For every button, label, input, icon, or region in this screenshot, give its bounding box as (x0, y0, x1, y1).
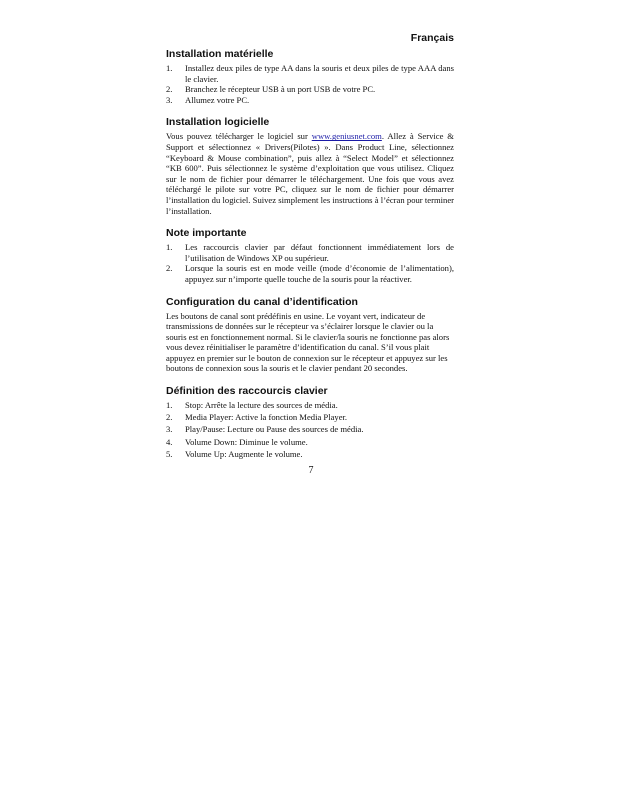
section-software-installation (166, 116, 454, 216)
list-item: 1. Stop: Arrête la lecture des sources de média. (166, 400, 338, 411)
list-item: 2. Branchez le récepteur USB à un port USB de votre PC. (166, 84, 376, 95)
list-item: 3. Allumez votre PC. (166, 94, 250, 105)
section-title-shortcuts: Définition des raccourcis clavier (166, 385, 328, 398)
section-important-note (166, 227, 454, 284)
list-item: 5. Volume Up: Augmente le volume. (166, 448, 303, 459)
channel-paragraph: Les boutons de canal sont prédéfinis en usine. Le voyant vert, indicateur de transmissions de données sur le récepteur va s’éclairer lorsque le clavier ou la souris est en fonctionnement normal. Si le clavier/la souris ne fonctionne pas alors vous devez réinitialiser le paramètre d’identification du canal. S’il vous plait appuyez en premier sur le bouton de connexion sur le récepteur et appuyez sur les boutons de connexion sous la souris et le clavier pendant 20 secondes. (166, 310, 450, 374)
section-title-software: Installation logicielle (166, 116, 270, 129)
section-hardware-installation (166, 48, 454, 105)
list-item: 2. Media Player: Active la fonction Media Player. (166, 412, 348, 423)
hardware-steps-list (166, 63, 454, 105)
geniusnet-link[interactable]: www.geniusnet.com (311, 131, 382, 142)
document-page (166, 32, 454, 476)
section-channel-configuration (166, 296, 454, 375)
section-title-note: Note importante (166, 227, 247, 240)
list-item: 3. Play/Pause: Lecture ou Pause des sources de média. (166, 424, 364, 435)
list-item: 1. Installez deux piles de type AA dans la souris et deux piles de type AAA dans le clavier. (166, 63, 454, 84)
section-shortcuts (166, 385, 454, 459)
section-title-channel: Configuration du canal d’identification (166, 295, 358, 308)
list-item: 2. Lorsque la souris est en mode veille (mode d’économie de l’alimentation), appuyez sur n’importe quelle touche de la souris pour la réactiver. (166, 263, 454, 284)
section-title-hardware: Installation matérielle (166, 48, 274, 60)
list-item: 1. Les raccourcis clavier par défaut fonctionnent immédiatement lors de l’utilisation de Windows XP ou supérieur. (166, 242, 454, 263)
software-paragraph: Vous pouvez télécharger le logiciel sur www.geniusnet.com. Allez à Service & Support et sélectionnez « Drivers(Pilotes) ». Dans Product Line, sélectionnez “Keyboard & Mouse combination”, puis allez à “Select Model” et sélectionnez “KB 600”. Puis sélectionnez le système d’exploitation que vous utilisez. Cliquez sur le nom de fichier pour démarrer le téléchargement. Une fois que vous avez téléchargé le pilote sur votre PC, cliquez sur le nom de fichier pour démarrer l’installation du logiciel. Suivez simplement les instructions à l’écran pour terminer l’installation. (166, 131, 454, 216)
shortcuts-list (166, 400, 454, 459)
note-list (166, 242, 454, 284)
language-header: Français (410, 32, 454, 44)
page-number: 7 (308, 465, 314, 477)
list-item: 4. Volume Down: Diminue le volume. (166, 436, 308, 447)
